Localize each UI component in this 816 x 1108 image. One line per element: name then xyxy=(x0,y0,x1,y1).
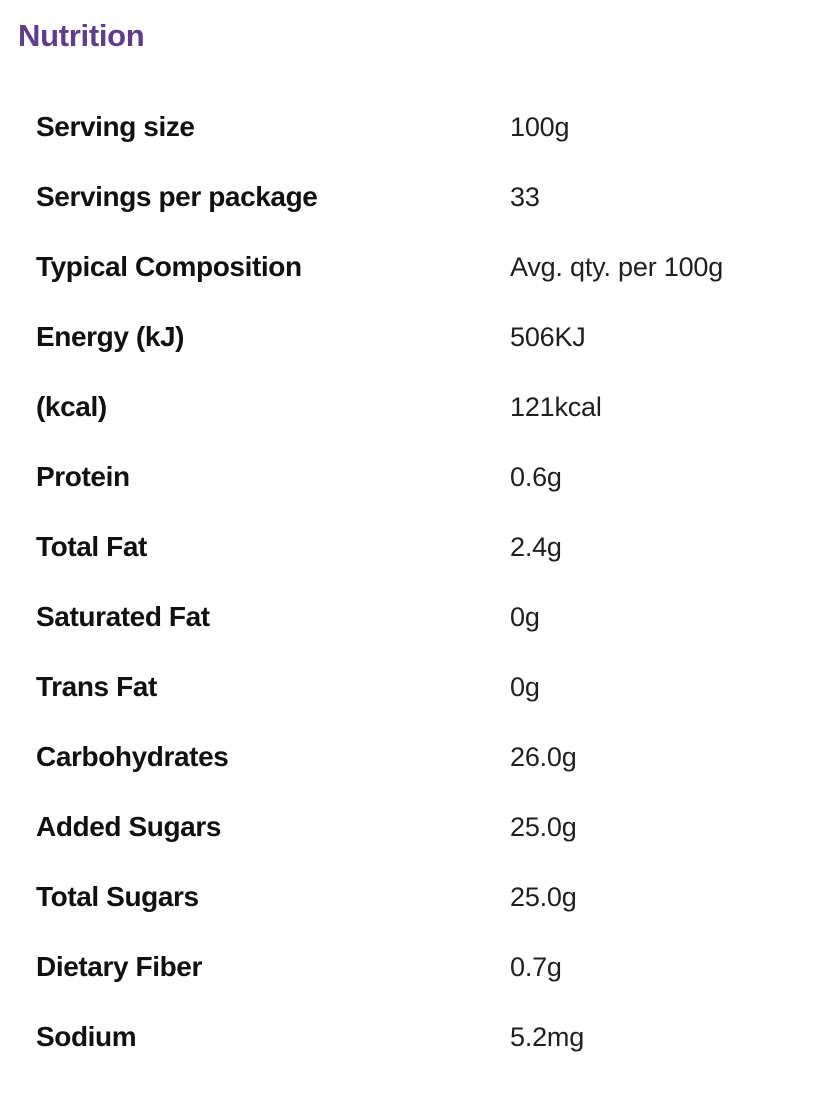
row-label: Saturated Fat xyxy=(36,601,210,632)
row-value: Avg. qty. per 100g xyxy=(510,251,724,282)
table-row xyxy=(0,862,816,932)
row-label: Total Sugars xyxy=(36,881,199,912)
row-value: 25.0g xyxy=(510,881,577,912)
row-value: 506KJ xyxy=(510,321,586,352)
table-row xyxy=(0,932,816,1002)
row-label: Servings per package xyxy=(36,181,318,212)
row-value: 0g xyxy=(510,671,540,702)
table-row xyxy=(0,1002,816,1072)
table-row xyxy=(0,162,816,232)
table-row xyxy=(0,722,816,792)
page-title: Nutrition xyxy=(18,18,145,53)
row-value: 100g xyxy=(510,111,570,142)
nutrition-table xyxy=(0,92,816,1072)
row-label: Sodium xyxy=(36,1021,137,1052)
table-row xyxy=(0,652,816,722)
table-row xyxy=(0,302,816,372)
row-value: 2.4g xyxy=(510,531,562,562)
row-label: Trans Fat xyxy=(36,671,157,702)
row-label: Total Fat xyxy=(36,531,147,562)
table-row xyxy=(0,442,816,512)
table-row xyxy=(0,792,816,862)
table-row xyxy=(0,582,816,652)
table-row xyxy=(0,372,816,442)
row-value: 5.2mg xyxy=(510,1021,585,1052)
row-label: Typical Composition xyxy=(36,251,302,282)
row-label: Protein xyxy=(36,461,130,492)
table-row xyxy=(0,512,816,582)
row-value: 121kcal xyxy=(510,391,602,422)
row-label: Dietary Fiber xyxy=(36,951,202,982)
row-value: 0.6g xyxy=(510,461,562,492)
row-value: 33 xyxy=(510,181,540,212)
row-label: Added Sugars xyxy=(36,811,222,842)
row-value: 25.0g xyxy=(510,811,577,842)
table-row xyxy=(0,92,816,162)
row-value: 0g xyxy=(510,601,540,632)
row-value: 26.0g xyxy=(510,741,577,772)
row-value: 0.7g xyxy=(510,951,562,982)
row-label: Carbohydrates xyxy=(36,741,229,772)
row-label: (kcal) xyxy=(36,391,107,422)
table-row xyxy=(0,232,816,302)
row-label: Energy (kJ) xyxy=(36,321,185,352)
row-label: Serving size xyxy=(36,111,195,142)
